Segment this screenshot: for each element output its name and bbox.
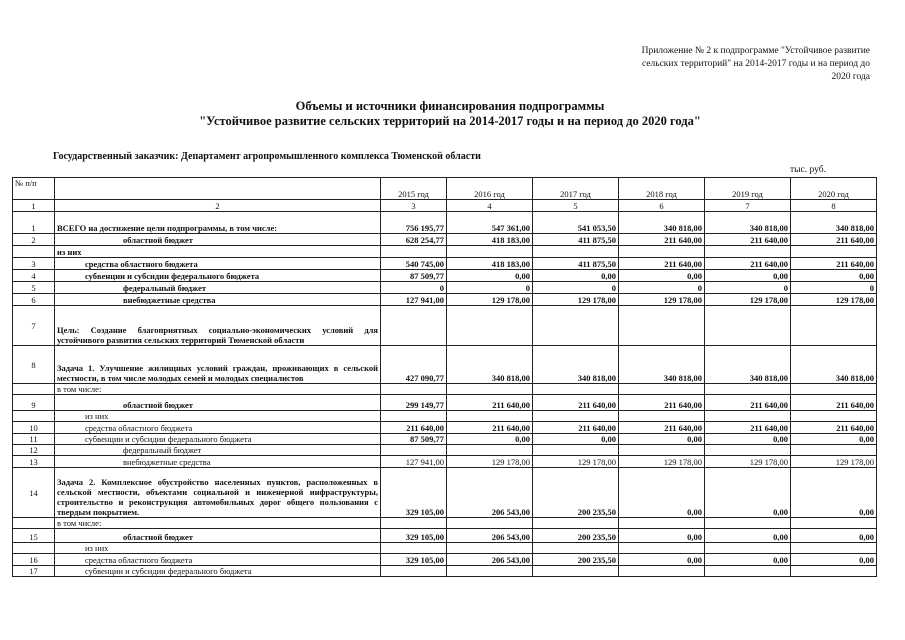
row-number (13, 246, 55, 258)
row-name: средства областного бюджета (55, 554, 381, 566)
row-value: 340 818,00 (705, 346, 791, 384)
row-value: 129 178,00 (619, 294, 705, 306)
row-value: 211 640,00 (533, 395, 619, 411)
column-index: 8 (791, 200, 877, 212)
row-value: 541 053,50 (533, 212, 619, 234)
row-number: 2 (13, 234, 55, 246)
table-row (13, 306, 877, 346)
appendix-line-3: 2020 года (831, 72, 870, 82)
table-row (13, 456, 877, 468)
row-value: 0,00 (619, 434, 705, 445)
row-name: федеральный бюджет (55, 445, 381, 456)
table-row (13, 384, 877, 395)
row-value: 87 509,77 (381, 434, 447, 445)
row-name: областной бюджет (55, 234, 381, 246)
row-name: областной бюджет (55, 529, 381, 543)
appendix-note (600, 45, 870, 84)
row-value: 411 875,50 (533, 234, 619, 246)
row-value: 0,00 (619, 468, 705, 518)
row-value: 0,00 (791, 468, 877, 518)
header-year: 2018 год (619, 178, 705, 200)
row-value: 0,00 (705, 529, 791, 543)
row-value: 0,00 (791, 434, 877, 445)
row-number: 1 (13, 212, 55, 234)
row-number: 15 (13, 529, 55, 543)
row-value: 211 640,00 (381, 422, 447, 434)
financing-table (12, 177, 877, 577)
row-number: 13 (13, 456, 55, 468)
column-index: 6 (619, 200, 705, 212)
row-value: 211 640,00 (619, 422, 705, 434)
row-value: 206 543,00 (447, 554, 533, 566)
row-name: субвенции и субсидии федерального бюджета (55, 270, 381, 282)
row-number: 5 (13, 282, 55, 294)
header-year: 2019 год (705, 178, 791, 200)
table-row (13, 518, 877, 529)
state-customer: Государственный заказчик: Департамент агропромышленного комплекса Тюменской области (53, 151, 481, 162)
row-value: 0,00 (705, 554, 791, 566)
row-value: 211 640,00 (705, 258, 791, 270)
row-value (447, 246, 533, 258)
row-name: Задача 2. Комплексное обустройство населенных пунктов, расположенных в сельской местности, объектами социальной и инженерной инфраструктуры, строительство и реконструкция автомобильных дорог общего пользования с твердым покрытием. (55, 468, 381, 518)
row-value: 129 178,00 (533, 456, 619, 468)
row-value: 129 178,00 (447, 294, 533, 306)
row-value (381, 306, 447, 346)
row-value (447, 566, 533, 577)
row-value: 129 178,00 (533, 294, 619, 306)
row-value: 211 640,00 (705, 234, 791, 246)
row-value (533, 306, 619, 346)
row-value (705, 518, 791, 529)
row-value (381, 384, 447, 395)
row-value: 0,00 (447, 270, 533, 282)
row-value (791, 566, 877, 577)
row-value (619, 566, 705, 577)
row-value: 129 178,00 (619, 456, 705, 468)
row-name: внебюджетные средства (55, 456, 381, 468)
row-value: 211 640,00 (619, 234, 705, 246)
row-value (791, 246, 877, 258)
row-value (791, 306, 877, 346)
table-row (13, 282, 877, 294)
row-number: 9 (13, 395, 55, 411)
row-value (533, 384, 619, 395)
row-name: ВСЕГО на достижение цели подпрограммы, в том числе: (55, 212, 381, 234)
row-value: 340 818,00 (447, 346, 533, 384)
table-row (13, 566, 877, 577)
header-year: 2015 год (381, 178, 447, 200)
column-index-row (13, 200, 877, 212)
row-value: 0 (381, 282, 447, 294)
row-value (705, 306, 791, 346)
row-value: 211 640,00 (447, 395, 533, 411)
row-value: 0,00 (791, 554, 877, 566)
row-value: 0 (619, 282, 705, 294)
table-row (13, 270, 877, 282)
row-value: 340 818,00 (791, 212, 877, 234)
column-index: 3 (381, 200, 447, 212)
row-name: из них (55, 411, 381, 422)
row-value: 0 (447, 282, 533, 294)
table-row (13, 434, 877, 445)
row-name: средства областного бюджета (55, 422, 381, 434)
row-value: 340 818,00 (619, 346, 705, 384)
row-name: Задача 1. Улучшение жилищных условий граждан, проживающих в сельской местности, в том числе молодых семей и молодых специалистов (55, 346, 381, 384)
document-title (40, 99, 860, 129)
row-value: 329 105,00 (381, 529, 447, 543)
row-value (447, 411, 533, 422)
row-name: средства областного бюджета (55, 258, 381, 270)
row-number: 3 (13, 258, 55, 270)
title-line-2: "Устойчивое развитие сельских территорий на 2014-2017 годы и на период до 2020 года" (199, 114, 701, 128)
row-value: 628 254,77 (381, 234, 447, 246)
table-row (13, 294, 877, 306)
row-value: 0,00 (705, 468, 791, 518)
row-value: 427 090,77 (381, 346, 447, 384)
row-value: 129 178,00 (791, 294, 877, 306)
row-name: субвенции и субсидии федерального бюджета (55, 566, 381, 577)
row-value: 0,00 (619, 554, 705, 566)
header-year: 2020 год (791, 178, 877, 200)
row-value (533, 445, 619, 456)
row-value: 0 (705, 282, 791, 294)
row-value: 211 640,00 (705, 395, 791, 411)
row-value (533, 411, 619, 422)
table-row (13, 445, 877, 456)
table-row (13, 554, 877, 566)
row-value: 340 818,00 (533, 346, 619, 384)
table-row (13, 468, 877, 518)
row-value (705, 384, 791, 395)
row-value (791, 543, 877, 554)
row-value (705, 246, 791, 258)
row-value: 206 543,00 (447, 468, 533, 518)
row-value (619, 306, 705, 346)
row-number (13, 384, 55, 395)
row-value (533, 246, 619, 258)
row-number (13, 518, 55, 529)
row-number: 16 (13, 554, 55, 566)
row-number: 8 (13, 346, 55, 384)
column-index: 1 (13, 200, 55, 212)
row-value: 127 941,00 (381, 456, 447, 468)
row-value (381, 518, 447, 529)
row-value (705, 411, 791, 422)
row-name: областной бюджет (55, 395, 381, 411)
row-value: 211 640,00 (447, 422, 533, 434)
row-value (791, 384, 877, 395)
row-value (533, 518, 619, 529)
title-line-1: Объемы и источники финансирования подпрограммы (295, 99, 605, 113)
row-value: 329 105,00 (381, 468, 447, 518)
row-number: 10 (13, 422, 55, 434)
row-value: 0,00 (791, 529, 877, 543)
row-number: 4 (13, 270, 55, 282)
row-value: 547 361,00 (447, 212, 533, 234)
row-value: 129 178,00 (705, 294, 791, 306)
row-value: 0,00 (705, 270, 791, 282)
row-number: 12 (13, 445, 55, 456)
row-value (381, 411, 447, 422)
row-value: 0,00 (619, 270, 705, 282)
row-value: 127 941,00 (381, 294, 447, 306)
row-value (791, 445, 877, 456)
table-header-row (13, 178, 877, 200)
row-value (381, 543, 447, 554)
row-name: из них (55, 246, 381, 258)
row-value (533, 566, 619, 577)
row-value (447, 384, 533, 395)
row-name: внебюджетные средства (55, 294, 381, 306)
row-value: 211 640,00 (791, 422, 877, 434)
row-value: 0 (791, 282, 877, 294)
row-value: 540 745,00 (381, 258, 447, 270)
row-name: субвенции и субсидии федерального бюджета (55, 434, 381, 445)
row-value (533, 543, 619, 554)
row-value (619, 445, 705, 456)
appendix-line-2: сельских территорий" на 2014-2017 годы и на период до (641, 59, 870, 69)
row-value: 340 818,00 (619, 212, 705, 234)
row-value: 87 509,77 (381, 270, 447, 282)
row-number (13, 543, 55, 554)
row-value (705, 543, 791, 554)
row-value: 340 818,00 (791, 346, 877, 384)
table-row (13, 529, 877, 543)
table-row (13, 543, 877, 554)
row-number (13, 411, 55, 422)
row-value: 0,00 (619, 529, 705, 543)
row-value (619, 411, 705, 422)
header-year: 2017 год (533, 178, 619, 200)
row-value: 129 178,00 (791, 456, 877, 468)
row-value (791, 411, 877, 422)
row-value (791, 518, 877, 529)
row-value: 0,00 (533, 434, 619, 445)
header-name (55, 178, 381, 200)
row-value: 211 640,00 (705, 422, 791, 434)
table-row (13, 346, 877, 384)
row-value (619, 384, 705, 395)
row-value: 211 640,00 (791, 258, 877, 270)
row-value: 206 543,00 (447, 529, 533, 543)
row-value: 211 640,00 (533, 422, 619, 434)
row-value: 418 183,00 (447, 234, 533, 246)
row-value: 129 178,00 (447, 456, 533, 468)
table-row (13, 212, 877, 234)
table-row (13, 395, 877, 411)
row-value: 200 235,50 (533, 468, 619, 518)
row-value: 211 640,00 (791, 234, 877, 246)
row-name: из них (55, 543, 381, 554)
row-name: в том числе: (55, 518, 381, 529)
row-value: 299 149,77 (381, 395, 447, 411)
table-row (13, 234, 877, 246)
table-row (13, 246, 877, 258)
row-value: 129 178,00 (705, 456, 791, 468)
row-value: 200 235,50 (533, 529, 619, 543)
row-value (447, 518, 533, 529)
row-value (705, 445, 791, 456)
row-value: 211 640,00 (619, 395, 705, 411)
row-value (619, 246, 705, 258)
column-index: 5 (533, 200, 619, 212)
column-index: 2 (55, 200, 381, 212)
row-value: 211 640,00 (791, 395, 877, 411)
units-label: тыс. руб. (790, 165, 826, 175)
row-value (381, 445, 447, 456)
header-year: 2016 год (447, 178, 533, 200)
row-value: 756 195,77 (381, 212, 447, 234)
row-number: 6 (13, 294, 55, 306)
row-value: 418 183,00 (447, 258, 533, 270)
row-value: 211 640,00 (619, 258, 705, 270)
row-value: 340 818,00 (705, 212, 791, 234)
header-no: № п/п (13, 178, 55, 200)
row-value: 0,00 (791, 270, 877, 282)
row-value (381, 246, 447, 258)
row-name: федеральный бюджет (55, 282, 381, 294)
row-value: 200 235,50 (533, 554, 619, 566)
row-value (447, 306, 533, 346)
row-number: 7 (13, 306, 55, 346)
row-value (447, 445, 533, 456)
row-name: в том числе: (55, 384, 381, 395)
row-value (619, 543, 705, 554)
table-row (13, 422, 877, 434)
row-value: 0,00 (447, 434, 533, 445)
table-row (13, 258, 877, 270)
row-name: Цель: Создание благоприятных социально-экономических условий для устойчивого развития сельских территорий Тюменской области (55, 306, 381, 346)
row-value: 329 105,00 (381, 554, 447, 566)
appendix-line-1: Приложение № 2 к подпрограмме "Устойчивое развитие (641, 46, 870, 56)
row-value (381, 566, 447, 577)
row-value: 0,00 (705, 434, 791, 445)
row-number: 11 (13, 434, 55, 445)
row-value: 411 875,50 (533, 258, 619, 270)
row-value (619, 518, 705, 529)
row-value (705, 566, 791, 577)
table-row (13, 411, 877, 422)
row-number: 17 (13, 566, 55, 577)
row-value: 0 (533, 282, 619, 294)
row-number: 14 (13, 468, 55, 518)
row-value (447, 543, 533, 554)
row-value: 0,00 (533, 270, 619, 282)
column-index: 7 (705, 200, 791, 212)
column-index: 4 (447, 200, 533, 212)
